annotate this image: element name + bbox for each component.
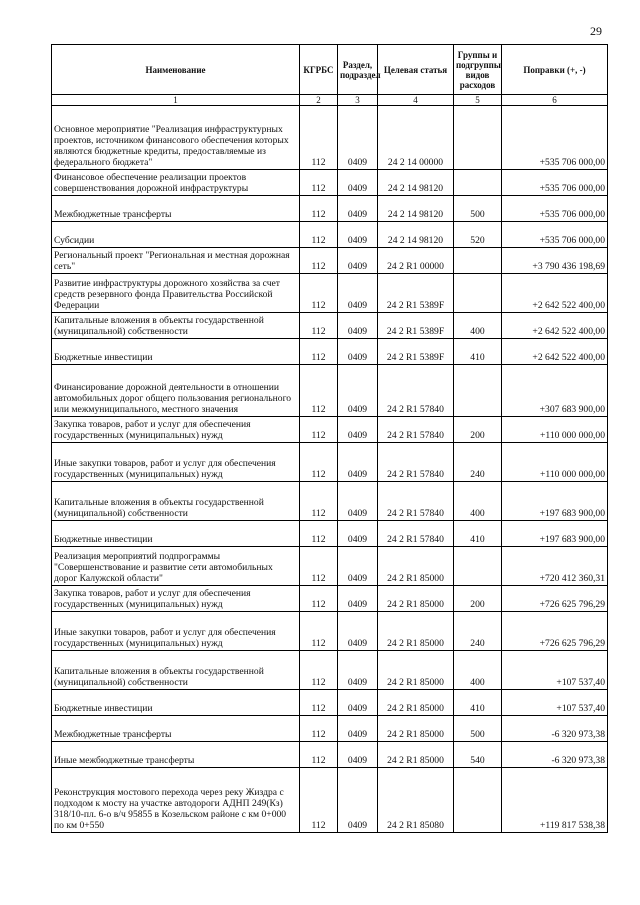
row-kgrbs: 112: [300, 768, 338, 833]
row-kgrbs: 112: [300, 547, 338, 586]
row-group: [454, 365, 502, 417]
row-group: 410: [454, 339, 502, 365]
row-kgrbs: 112: [300, 716, 338, 742]
row-amount: -6 320 973,38: [502, 716, 608, 742]
row-target: 24 2 14 98120: [378, 222, 454, 248]
row-section: 0409: [338, 586, 378, 612]
row-target: 24 2 R1 85000: [378, 742, 454, 768]
row-amount: +119 817 538,38: [502, 768, 608, 833]
row-target: 24 2 R1 85000: [378, 690, 454, 716]
row-amount: +110 000 000,00: [502, 443, 608, 482]
row-group: 410: [454, 690, 502, 716]
row-section: 0409: [338, 547, 378, 586]
row-group: 400: [454, 313, 502, 339]
table-row: [52, 274, 608, 313]
row-amount: +197 683 900,00: [502, 482, 608, 521]
row-group: [454, 248, 502, 274]
row-kgrbs: 112: [300, 417, 338, 443]
table-row: [52, 248, 608, 274]
row-target: 24 2 R1 57840: [378, 443, 454, 482]
row-name: Развитие инфраструктуры дорожного хозяйства за счет средств резервного фонда Правительства Российской Федерации: [52, 274, 300, 313]
row-name: Капитальные вложения в объекты государственной (муниципальной) собственности: [52, 651, 300, 690]
table-header-row: [52, 45, 608, 95]
row-kgrbs: 112: [300, 196, 338, 222]
header-kgrbs: КГРБС: [300, 45, 338, 95]
table-row: [52, 651, 608, 690]
row-target: 24 2 R1 85000: [378, 586, 454, 612]
row-target: 24 2 R1 85000: [378, 547, 454, 586]
row-group: 400: [454, 482, 502, 521]
row-amount: +2 642 522 400,00: [502, 339, 608, 365]
row-target: 24 2 14 98120: [378, 196, 454, 222]
row-name: Основное мероприятие "Реализация инфраструктурных проектов, источником финансового обеспечения которых являются бюджетные кредиты, предоставляемые из федерального бюджета": [52, 106, 300, 170]
row-section: 0409: [338, 106, 378, 170]
row-kgrbs: 112: [300, 586, 338, 612]
header-group: Группы и подгруппы видов расходов: [454, 45, 502, 95]
row-kgrbs: 112: [300, 248, 338, 274]
row-section: 0409: [338, 339, 378, 365]
row-amount: +726 625 796,29: [502, 586, 608, 612]
row-amount: +535 706 000,00: [502, 170, 608, 196]
table-row: [52, 521, 608, 547]
row-section: 0409: [338, 417, 378, 443]
row-target: 24 2 R1 85000: [378, 612, 454, 651]
table-row: [52, 586, 608, 612]
table-row: [52, 313, 608, 339]
column-number: 1: [52, 95, 300, 106]
table-row: [52, 690, 608, 716]
row-target: 24 2 R1 85000: [378, 651, 454, 690]
row-target: 24 2 R1 57840: [378, 365, 454, 417]
row-name: Иные закупки товаров, работ и услуг для обеспечения государственных (муниципальных) нужд: [52, 443, 300, 482]
row-kgrbs: 112: [300, 339, 338, 365]
row-amount: +535 706 000,00: [502, 196, 608, 222]
row-target: 24 2 R1 57840: [378, 521, 454, 547]
table-row: [52, 482, 608, 521]
table-row: [52, 339, 608, 365]
row-kgrbs: 112: [300, 365, 338, 417]
row-section: 0409: [338, 274, 378, 313]
row-kgrbs: 112: [300, 612, 338, 651]
header-name: Наименование: [52, 45, 300, 95]
table-row: [52, 547, 608, 586]
column-number: 3: [338, 95, 378, 106]
row-section: 0409: [338, 443, 378, 482]
row-name: Закупка товаров, работ и услуг для обеспечения государственных (муниципальных) нужд: [52, 586, 300, 612]
row-group: [454, 170, 502, 196]
column-number: 2: [300, 95, 338, 106]
row-amount: +535 706 000,00: [502, 106, 608, 170]
row-target: 24 2 R1 85000: [378, 716, 454, 742]
row-name: Финансовое обеспечение реализации проектов совершенствования дорожной инфраструктуры: [52, 170, 300, 196]
row-group: [454, 768, 502, 833]
row-target: 24 2 R1 5389F: [378, 274, 454, 313]
table-row: [52, 222, 608, 248]
row-kgrbs: 112: [300, 170, 338, 196]
row-section: 0409: [338, 482, 378, 521]
row-amount: -6 320 973,38: [502, 742, 608, 768]
row-kgrbs: 112: [300, 521, 338, 547]
row-name: Реконструкция мостового перехода через реку Жиздра с подходом к мосту на участке автодороги АДНП 249(Кз) 318/10-пл. 6-о в/ч 95855 в Козельском районе с км 0+000 по км 0+550: [52, 768, 300, 833]
row-section: 0409: [338, 716, 378, 742]
row-kgrbs: 112: [300, 482, 338, 521]
table-row: [52, 106, 608, 170]
row-amount: +107 537,40: [502, 651, 608, 690]
row-name: Бюджетные инвестиции: [52, 339, 300, 365]
row-section: 0409: [338, 365, 378, 417]
row-name: Бюджетные инвестиции: [52, 521, 300, 547]
row-amount: +2 642 522 400,00: [502, 313, 608, 339]
row-group: 200: [454, 417, 502, 443]
row-name: Субсидии: [52, 222, 300, 248]
row-group: 240: [454, 443, 502, 482]
row-section: 0409: [338, 170, 378, 196]
row-target: 24 2 R1 85080: [378, 768, 454, 833]
row-target: 24 2 14 98120: [378, 170, 454, 196]
row-section: 0409: [338, 521, 378, 547]
table-row: [52, 742, 608, 768]
row-group: 500: [454, 716, 502, 742]
column-numbers-row: [52, 95, 608, 106]
row-kgrbs: 112: [300, 274, 338, 313]
row-section: 0409: [338, 612, 378, 651]
row-kgrbs: 112: [300, 443, 338, 482]
row-name: Капитальные вложения в объекты государственной (муниципальной) собственности: [52, 313, 300, 339]
table-row: [52, 716, 608, 742]
header-amount: Поправки (+, -): [502, 45, 608, 95]
row-section: 0409: [338, 651, 378, 690]
row-target: 24 2 R1 00000: [378, 248, 454, 274]
row-name: Межбюджетные трансферты: [52, 716, 300, 742]
row-amount: +307 683 900,00: [502, 365, 608, 417]
row-section: 0409: [338, 222, 378, 248]
row-name: Иные межбюджетные трансферты: [52, 742, 300, 768]
table-row: [52, 365, 608, 417]
row-group: 410: [454, 521, 502, 547]
column-number: 4: [378, 95, 454, 106]
table-row: [52, 170, 608, 196]
table-row: [52, 196, 608, 222]
column-number: 5: [454, 95, 502, 106]
table-body: [52, 106, 608, 833]
table-row: [52, 612, 608, 651]
row-kgrbs: 112: [300, 742, 338, 768]
header-target: Целевая статья: [378, 45, 454, 95]
row-group: 520: [454, 222, 502, 248]
table-row: [52, 417, 608, 443]
row-group: 500: [454, 196, 502, 222]
row-kgrbs: 112: [300, 690, 338, 716]
row-section: 0409: [338, 690, 378, 716]
row-name: Финансирование дорожной деятельности в отношении автомобильных дорог общего пользования регионального или межмуниципального, местного значения: [52, 365, 300, 417]
row-section: 0409: [338, 248, 378, 274]
row-section: 0409: [338, 313, 378, 339]
row-name: Реализация мероприятий подпрограммы "Совершенствование и развитие сети автомобильных дорог Калужской области": [52, 547, 300, 586]
row-target: 24 2 R1 5389F: [378, 313, 454, 339]
row-amount: +3 790 436 198,69: [502, 248, 608, 274]
row-amount: +107 537,40: [502, 690, 608, 716]
row-amount: +535 706 000,00: [502, 222, 608, 248]
row-section: 0409: [338, 742, 378, 768]
row-name: Региональный проект "Региональная и местная дорожная сеть": [52, 248, 300, 274]
row-name: Закупка товаров, работ и услуг для обеспечения государственных (муниципальных) нужд: [52, 417, 300, 443]
row-amount: +110 000 000,00: [502, 417, 608, 443]
row-section: 0409: [338, 768, 378, 833]
row-name: Бюджетные инвестиции: [52, 690, 300, 716]
row-amount: +726 625 796,29: [502, 612, 608, 651]
row-kgrbs: 112: [300, 222, 338, 248]
table-row: [52, 443, 608, 482]
row-group: [454, 547, 502, 586]
page-number: 29: [590, 24, 602, 38]
row-group: [454, 106, 502, 170]
row-kgrbs: 112: [300, 313, 338, 339]
row-kgrbs: 112: [300, 651, 338, 690]
row-name: Капитальные вложения в объекты государственной (муниципальной) собственности: [52, 482, 300, 521]
row-group: 540: [454, 742, 502, 768]
row-section: 0409: [338, 196, 378, 222]
row-target: 24 2 14 00000: [378, 106, 454, 170]
row-group: 200: [454, 586, 502, 612]
row-target: 24 2 R1 57840: [378, 482, 454, 521]
budget-table: [51, 44, 608, 833]
header-section: Раздел, подраздел: [338, 45, 378, 95]
row-group: 400: [454, 651, 502, 690]
row-kgrbs: 112: [300, 106, 338, 170]
row-group: 240: [454, 612, 502, 651]
row-target: 24 2 R1 57840: [378, 417, 454, 443]
table-row: [52, 768, 608, 833]
row-name: Межбюджетные трансферты: [52, 196, 300, 222]
row-amount: +720 412 360,31: [502, 547, 608, 586]
row-group: [454, 274, 502, 313]
row-target: 24 2 R1 5389F: [378, 339, 454, 365]
row-name: Иные закупки товаров, работ и услуг для обеспечения государственных (муниципальных) нужд: [52, 612, 300, 651]
row-amount: +197 683 900,00: [502, 521, 608, 547]
column-number: 6: [502, 95, 608, 106]
row-amount: +2 642 522 400,00: [502, 274, 608, 313]
